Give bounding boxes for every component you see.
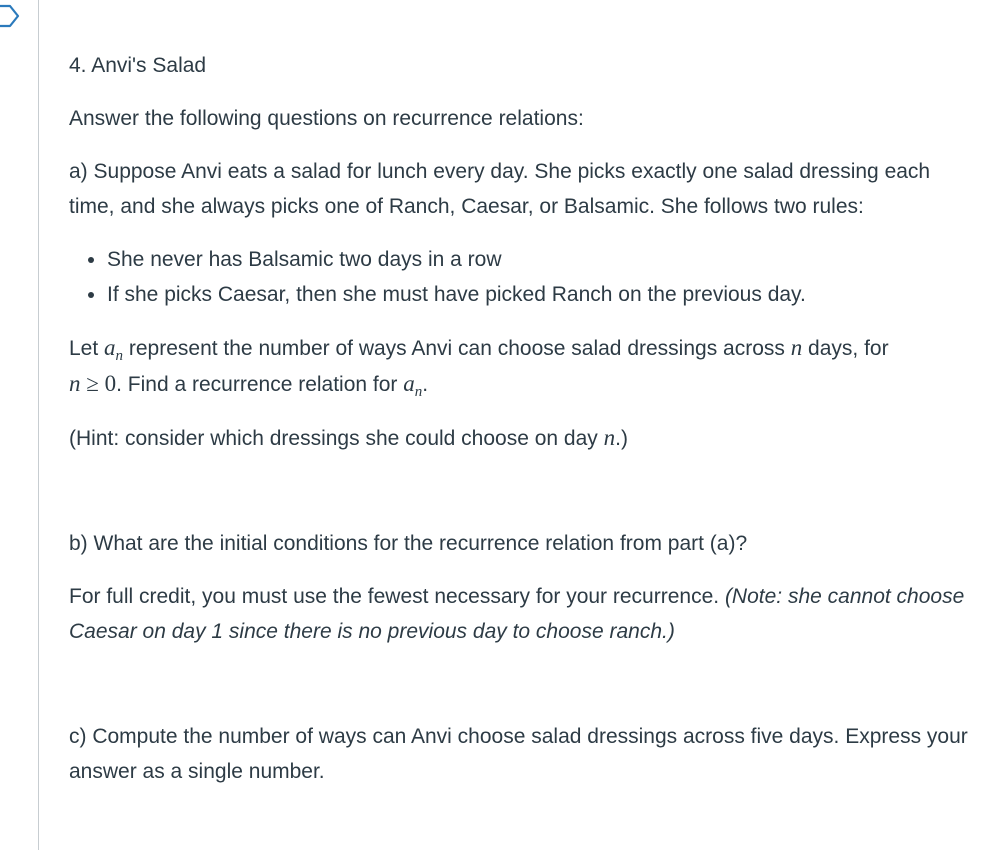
- find-text: . Find a recurrence relation for: [116, 373, 404, 396]
- let-middle-text: represent the number of ways Anvi can choose salad dressings across: [123, 337, 791, 360]
- math-ineq-n: n: [69, 371, 81, 396]
- answer-spacer-a: [69, 474, 981, 526]
- math-a: a: [104, 335, 116, 360]
- flag-question-icon[interactable]: [0, 2, 24, 30]
- part-c-question: c) Compute the number of ways can Anvi choose salad dressings across five days. Express your answer as a single number.: [69, 725, 968, 783]
- math-n: n: [790, 335, 803, 360]
- math-sub-n-2: n: [414, 384, 423, 400]
- hint-math-n: n: [603, 425, 616, 450]
- let-days-text: days, for: [802, 337, 889, 360]
- left-border-rule: [38, 0, 39, 850]
- answer-spacer-b: [69, 667, 981, 719]
- let-prefix-text: Let: [69, 337, 105, 360]
- part-b-credit: [69, 579, 981, 649]
- math-sub-n: n: [115, 348, 124, 364]
- part-a-let-statement: [69, 330, 981, 402]
- question-content: [69, 48, 981, 807]
- credit-note: (Note: she cannot choose Caesar on day 1 since there is no previous day to choose ranch.): [69, 585, 965, 643]
- hint-suffix: .): [615, 427, 628, 450]
- rule-item: • If she picks Caesar, then she must have picked Ranch on the previous day.: [107, 277, 981, 312]
- question-intro: Answer the following questions on recurrence relations:: [69, 107, 584, 130]
- math-a-2: a: [403, 371, 415, 396]
- rules-list: [69, 242, 981, 312]
- math-ineq-rest: ≥ 0: [80, 371, 117, 396]
- part-b-question: b) What are the initial conditions for the recurrence relation from part (a)?: [69, 532, 748, 555]
- part-a-hint: [69, 420, 981, 456]
- hint-prefix: (Hint: consider which dressings she could choose on day: [69, 427, 604, 450]
- credit-text: For full credit, you must use the fewest necessary for your recurrence.: [69, 585, 725, 608]
- rule-item: • She never has Balsamic two days in a row: [107, 242, 981, 277]
- question-title: 4. Anvi's Salad: [69, 54, 207, 77]
- find-end: .: [422, 373, 429, 396]
- part-a-paragraph: a) Suppose Anvi eats a salad for lunch every day. She picks exactly one salad dressing each time, and she always picks one of Ranch, Caesar, or Balsamic. She follows two rules:: [69, 160, 931, 218]
